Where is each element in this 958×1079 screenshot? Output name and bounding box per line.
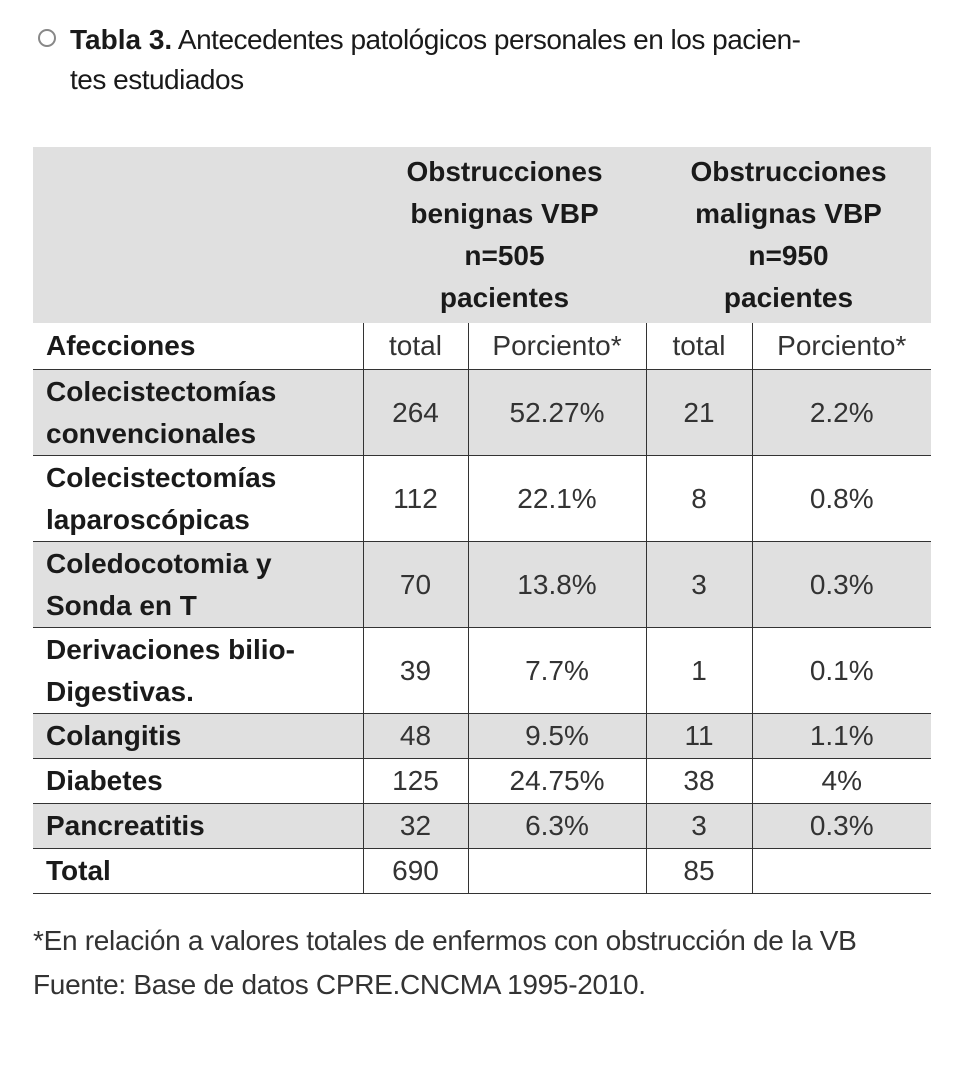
- malignant-total-cell: 3: [646, 804, 752, 849]
- malignant-total-cell: 1: [646, 628, 752, 714]
- malignant-percent-cell: 0.3%: [752, 542, 931, 628]
- malignant-percent-cell: [752, 849, 931, 894]
- row-label: Total: [33, 849, 363, 894]
- column-header-malignant-total: total: [646, 323, 752, 370]
- benign-percent-cell: 7.7%: [468, 628, 646, 714]
- benign-percent-cell: 9.5%: [468, 714, 646, 759]
- table-row: [33, 542, 931, 628]
- circle-bullet-icon: [38, 29, 56, 47]
- malignant-total-cell: 8: [646, 456, 752, 542]
- benign-total-cell: 112: [363, 456, 468, 542]
- pathology-table: [33, 147, 931, 894]
- source-note: Fuente: Base de datos CPRE.CNCMA 1995-2010.: [33, 969, 646, 1000]
- benign-percent-cell: 52.27%: [468, 370, 646, 456]
- caption-label: Tabla 3.: [70, 24, 173, 55]
- benign-total-cell: 125: [363, 759, 468, 804]
- malignant-percent-cell: 4%: [752, 759, 931, 804]
- benign-total-cell: 39: [363, 628, 468, 714]
- row-label: Colecistectomías laparoscópicas: [33, 456, 363, 542]
- table-row: [33, 759, 931, 804]
- benign-total-cell: 264: [363, 370, 468, 456]
- malignant-total-cell: 3: [646, 542, 752, 628]
- column-header-malignant-percent: Porciento*: [752, 323, 931, 370]
- malignant-group-header: Obstrucciones malignas VBP n=950 pacientes: [646, 147, 931, 323]
- table-row: [33, 628, 931, 714]
- benign-total-cell: 70: [363, 542, 468, 628]
- caption-text-line1: Antecedentes patológicos personales en los pacien-: [177, 24, 801, 55]
- benign-percent-cell: [468, 849, 646, 894]
- benign-percent-cell: 6.3%: [468, 804, 646, 849]
- table-caption: [38, 20, 938, 100]
- malignant-percent-cell: 0.3%: [752, 804, 931, 849]
- benign-total-cell: 690: [363, 849, 468, 894]
- benign-percent-cell: 22.1%: [468, 456, 646, 542]
- table-row: [33, 714, 931, 759]
- table-row: [33, 456, 931, 542]
- malignant-percent-cell: 2.2%: [752, 370, 931, 456]
- benign-total-cell: 32: [363, 804, 468, 849]
- table-notes: [33, 920, 933, 1006]
- malignant-total-cell: 38: [646, 759, 752, 804]
- table-row: [33, 370, 931, 456]
- benign-total-cell: 48: [363, 714, 468, 759]
- benign-percent-cell: 13.8%: [468, 542, 646, 628]
- malignant-percent-cell: 0.8%: [752, 456, 931, 542]
- column-header-row: [33, 323, 931, 370]
- row-label: Derivaciones bilio- Digestivas.: [33, 628, 363, 714]
- footnote: *En relación a valores totales de enfermos con obstrucción de la VB: [33, 925, 857, 956]
- table-row-total: [33, 849, 931, 894]
- table-row: [33, 804, 931, 849]
- row-label: Coledocotomia y Sonda en T: [33, 542, 363, 628]
- malignant-total-cell: 85: [646, 849, 752, 894]
- column-header-benign-total: total: [363, 323, 468, 370]
- benign-group-header: Obstrucciones benignas VBP n=505 pacientes: [363, 147, 646, 323]
- group-header-row: [33, 147, 931, 323]
- malignant-percent-cell: 1.1%: [752, 714, 931, 759]
- malignant-total-cell: 21: [646, 370, 752, 456]
- column-header-afecciones: Afecciones: [33, 323, 363, 370]
- malignant-percent-cell: 0.1%: [752, 628, 931, 714]
- malignant-total-cell: 11: [646, 714, 752, 759]
- benign-percent-cell: 24.75%: [468, 759, 646, 804]
- row-label: Pancreatitis: [33, 804, 363, 849]
- header-blank-cell: [33, 147, 363, 323]
- column-header-benign-percent: Porciento*: [468, 323, 646, 370]
- row-label: Colecistectomías convencionales: [33, 370, 363, 456]
- row-label: Diabetes: [33, 759, 363, 804]
- caption-text-line2: tes estudiados: [70, 64, 244, 95]
- row-label: Colangitis: [33, 714, 363, 759]
